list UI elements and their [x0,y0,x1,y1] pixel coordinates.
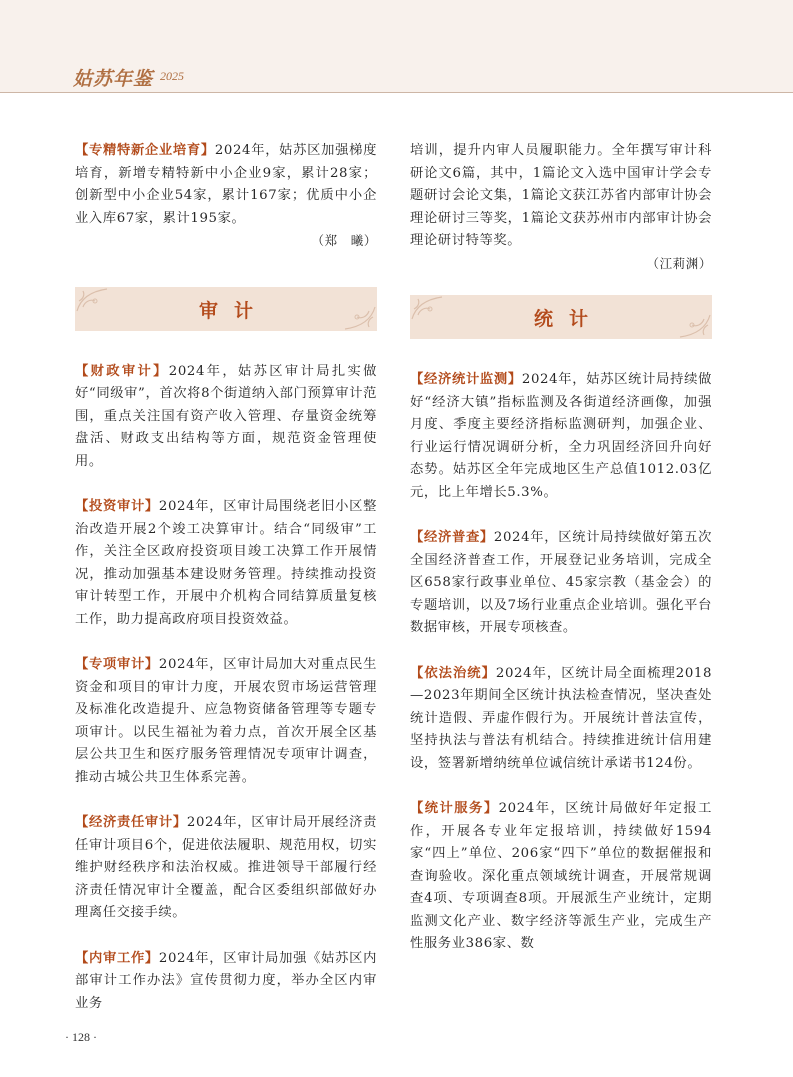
section-title: 审计 [198,299,269,322]
entry-text: 2024年，姑苏区统计局持续做好“经济大镇”指标监测及各街道经济画像，加强月度、季度主要经济指标监测研判，加强企业、行业运行情况调研分析，全力巩固经济回升向好态势。姑苏区全年完成地区生产总值1012.03亿元，比上年增长5.3%。 [410,372,712,500]
entry-text: 2024年，区审计局加强《姑苏区内部审计工作办法》宣传贯彻力度，举办全区内审业务 [75,950,377,1011]
page-number: · 128 · [65,1030,97,1044]
entry-text: 培训，提升内审人员履职能力。全年撰写审计科研论文6篇，其中，1篇论文入选中国审计学会专题研讨会论文集，1篇论文获江苏省内部审计协会理论研讨三等奖，1篇论文获苏州市内部审计协会理论研讨特等奖。 [410,143,712,248]
entry-text: 2024年，姑苏区加强梯度培育，新增专精特新中小企业9家，累计28家；创新型中小企业54家，累计167家；优质中小企业入库67家，累计195家。 [75,143,378,226]
floral-ornament-icon [678,313,712,339]
right-column [410,140,712,956]
floral-ornament-icon [343,305,377,331]
section-header-audit [75,287,377,331]
entry-tag: 【统计服务】 [410,801,499,816]
entry-tag: 【财政审计】 [75,363,169,379]
entry-tag: 【依法治统】 [410,665,496,681]
entry-tag: 【内审工作】 [75,950,159,966]
paragraph-statistical-service [410,798,712,956]
paragraph-specialized [75,140,377,253]
paragraph-internal-audit-continued [410,140,712,275]
yearbook-year: 2025 [160,69,184,83]
entry-tag: 【经济责任审计】 [75,815,187,830]
entry-tag: 【专精特新企业培育】 [75,143,215,158]
paragraph-economic-responsibility-audit [75,812,377,925]
page-header [0,0,793,93]
paragraph-investment-audit [75,496,377,631]
author-credit: （江莉渊） [646,255,712,271]
entry-text: 2024年，区统计局做好年定报工作，开展各专业年定报培训，持续做好1594家“四上”单位、206家“四下”单位的数据催报和查询验收。深化重点领域统计调查，开展常规调查4项、专项调查8项。开展派生产业统计，定期监测文化产业、数字经济等派生产业，完成生产性服务业386家、数 [410,801,712,951]
entry-text: 2024年，区统计局持续做好第五次全国经济普查工作，开展登记业务培训，完成全区658家行政事业单位、45家宗教（基金会）的专题培训，以及7场行业重点企业培训。强化平台数据审核，开展专项核查。 [410,530,712,635]
entry-text: 2024年，区审计局开展经济责任审计项目6个，促进依法履职、规范用权，切实维护财经秩序和法治权威。推进领导干部履行经济责任情况审计全覆盖，配合区委组织部做好办理离任交接手续。 [75,815,377,920]
section-header-statistics [410,295,712,339]
author-credit: （郑 曦） [311,233,377,248]
paragraph-internal-audit [75,948,377,1016]
entry-tag: 【经济统计监测】 [410,372,522,387]
entry-text: 2024年，区审计局加大对重点民生资金和项目的审计力度，开展农贸市场运营管理及标准化改造提升、应急物资储备管理等专题专项审计。以民生福祉为着力点，首次开展全区基层公共卫生和医疗服务管理情况专项审计调查，推动古城公共卫生体系完善。 [75,657,377,785]
entry-text: 2024年，区审计局围绕老旧小区整治改造开展2个竣工决算审计。结合“同级审”工作，关注全区政府投资项目竣工决算工作开展情况，推动加强基本建设财务管理。持续推动投资审计转型工作，开展中介机构合同结算质量复核工作，助力提高政府项目投资效益。 [75,499,377,627]
left-column [75,140,377,1015]
entry-tag: 【投资审计】 [75,499,159,514]
entry-text: 2024年，姑苏区审计局扎实做好“同级审”，首次将8个街道纳入部门预算审计范围，重点关注国有资产收入管理、存量资金统筹盘活、财政支出结构等方面，规范资金管理使用。 [75,363,377,469]
section-title: 统计 [533,308,604,330]
paragraph-finance-audit [75,361,377,474]
paragraph-special-audit [75,654,377,789]
entry-tag: 【经济普查】 [410,530,494,545]
yearbook-logo: 姑苏年鉴 [73,68,154,90]
paragraph-economic-census [410,527,712,640]
paragraph-economic-monitoring [410,369,712,504]
entry-text: 2024年，区统计局全面梳理2018—2023年期间全区统计执法检查情况，坚决查处统计造假、弄虚作假行为。开展统计普法宣传，坚持执法与普法有机结合。持续推进统计信用建设，签署新增纳统单位诚信统计承诺书124份。 [410,665,712,771]
entry-tag: 【专项审计】 [75,657,159,672]
paragraph-law-based-statistics [410,663,712,776]
